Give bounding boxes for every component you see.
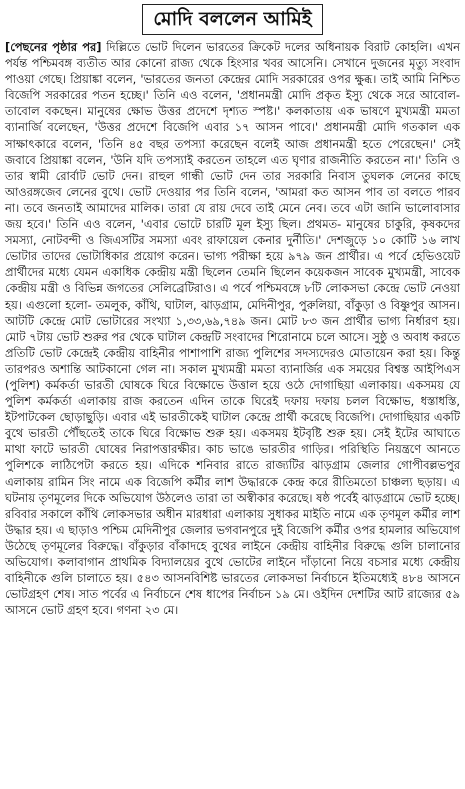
headline: মোদি বললেন আমিই xyxy=(142,4,322,35)
continued-label: [পেছনের পৃষ্ঠার পর] xyxy=(5,40,102,54)
article-text: দিল্লিতে ভোট দিলেন ভারতের ক্রিকেট দলের অধিনায়ক বিরাট কোহলি। এখন পর্যন্ত পশ্চিমবঙ্গ ব্যতীত আর কোনো রাজ্য থেকে হিংসার খবর আসেনি। সেখানে দুজনের মৃত্যু সংবাদ পাওয়া গেছে। প্রিয়াঙ্কা বলেন, 'ভারতের জনতা কেন্দ্রের মোদি সরকারের ওপর ক্ষুব্ধ। তাই আমি নিশ্চিত বিজেপি সরকারের পতন হচ্ছে।' তিনি এও বলেন, 'প্রধানমন্ত্রী মোদি প্রকৃত ইস্যু থেকে সরে আবোল-তাবোল বকছেন। মানুষের ক্ষোভ উত্তর প্রদেশে দৃশ্যত স্পষ্ট।' কলকাতায় এক ভাষণে মুখ্যমন্ত্রী মমতা ব্যানার্জি বলেছেন, 'উত্তর প্রদেশে বিজেপি এবার ১৭ আসন পাবে।' প্রধানমন্ত্রী মোদি গতকাল এক সাক্ষাৎকারে বলেন, 'তিনি ৪৫ বছর তপস্যা করেছেন বলেই আজ প্রধানমন্ত্রী হতে পেরেছেন।' সেই জবাবে প্রিয়াঙ্কা বলেন, 'উনি যদি তপস্যাই করতেন তাহলে এত ঘৃণার রাজনীতি করতেন না।' তিনি ও তার স্বামী রোর্বাট ভোট দেন। রাহুল গান্ধী ভোট দেন তার সরকারি নিবাস তুঘলক লেনের কাছে আওরঙ্গজেব লেনের বুথে। ভোট দেওয়ার পর তিনি বলেন, 'আমরা কত আসন পাব তা বলতে পারব না। তবে জনতাই আমাদের মালিক। তারা যে রায় দেবে তাই মেনে নেব। তবে এটা জানি ভালোবাসার জয় হবে।' তিনি এও বলেন, 'এবার ভোটে চারটি মূল ইস্যু ছিল। প্রথমত- মানুষের চাকুরি, কৃষকদের সমস্যা, নোটবন্দী ও জিএসটির সমস্যা এবং রাফায়েল কেনার দুর্নীতি।' দেশজুড়ে ১০ কোটি ১৬ লাখ ভোটার তাদের ভোটাধিকার প্রয়োগ করেন। ভাগ্য পরীক্ষা হয়ে ৯৭৯ জন প্রার্থীর। এ পর্বে হেভিওয়েট প্রার্থীদের মধ্যে যেমন একাধিক কেন্দ্রীয় মন্ত্রী ছিলেন তেমনি ছিলেন কয়েকজন সাবেক মুখ্যমন্ত্রী, সাবেক কেন্দ্রীয় মন্ত্রী ও বিভিন্ন জগতের সেলিব্রেটিরাও। এ পর্বে পশ্চিমবঙ্গে ৮টি লোকসভা কেন্দ্রে ভোট নেওয়া হয়। এগুলো হলো- তমলুক, কাঁথি, ঘাটাল, ঝাড়গ্রাম, মেদিনীপুর, পুরুলিয়া, বাঁকুড়া ও বিষ্ণুপুর আসন। আটটি কেন্দ্রে মোট ভোটারের সংখ্যা ১,৩৩,৬৯,৭৪৯ জন। মোট ৮৩ জন প্রার্থীর ভাগ্য নির্ধারণ হয়। মোট ৭টায় ভোট শুরুর পর থেকে ঘাটাল কেন্দ্রটি সংবাদের শিরোনামে চলে আসে। সুষ্ঠু ও অবাধ করতে প্রতিটি ভোট কেন্দ্রেই কেন্দ্রীয় বাহিনীর পাশাপাশি রাজ্য পুলিশের সদস্যদেরও মোতায়েন করা হয়। কিন্তু তারপরও অশান্তি আটকানো গেল না। সকাল মুখ্যমন্ত্রী মমতা ব্যানার্জির এক সময়ের বিশ্বস্ত আইপিএস (পুলিশ) কর্মকর্তা ভারতী ঘোষকে ঘিরে বিক্ষোভে উত্তাল হয়ে ওঠে দোগাছিয়া এলাকায়। একসময় যে পুলিশ কর্মকর্তা এলাকায় রাজ করতেন এদিন তাকে ঘিরেই দফায় দফায় চলল বিক্ষোভ, ধস্তাধস্তি, ইটপাটকেল ছোড়াছুড়ি। এবার এই ভারতীকেই ঘাটাল কেন্দ্রে প্রার্থী করেছে বিজেপি। দোগাছিয়ার একটি বুথে ভারতী পৌঁছতেই তাকে ঘিরে বিক্ষোভ শুরু হয়। একসময় ইটবৃষ্টি শুরু হয়। সেই ইটের আঘাতে মাথা ফাটে ভারতী ঘোষের নিরাপত্তারক্ষীর। কাচ ভাঙে ভারতীর গাড়ির। পরিস্থিতি নিয়ন্ত্রণে আনতে পুলিশকে লাঠিপেটা করতে হয়। এদিকে শনিবার রাতে রাজ্যটির ঝাড়গ্রাম জেলার গোপীবল্লভপুর এলাকায় রামিন সিং নামে এক বিজেপি কর্মীর লাশ উদ্ধারকে কেন্দ্র করে রীতিমতো চাঞ্চল্য ছড়ায়। এ ঘটনায় তৃণমূলের দিকে অভিযোগ উঠলেও তারা তা অস্বীকার করেছে। ষষ্ঠ পর্বেই ঝাড়গ্রামে ভোট হচ্ছে। রবিবার সকালে কাঁথি লোকসভার অধীন মারধারা এলাকায় সুধাকর মাইতি নামে এক তৃণমূল কর্মীর লাশ উদ্ধার হয়। এ ছাড়াও পশ্চিম মেদিনীপুর জেলার ভগবানপুরে দুই বিজেপি কর্মীর ওপর হামলার অভিযোগ উঠেছে তৃণমূলের বিরুদ্ধে। বাঁকুড়ার বাঁকাদহে বুথের লাইনে কেন্দ্রীয় বাহিনীর বিরুদ্ধে গুলি চালানোর অভিযোগ। কলাবাগান প্রাথমিক বিদ্যালয়ের বুথে ভোটের লাইনে দাঁড়ানো নিয়ে বচসার মধ্যে কেন্দ্রীয় বাহিনীকে গুলি চালাতে হয়। ৫৪৩ আসনবিশিষ্ট ভারতের লোকসভা নির্বাচনে ইতিমধ্যেই ৪৮৪ আসনে ভোটগ্রহণ শেষ। সাত পর্বের এ নির্বাচনে শেষ ধাপের নির্বাচন ১৯ মে। ওইদিন দেশটির আট রাজ্যের ৫৯ আসনে ভোট গ্রহণ হবে। গণনা ২৩ মে। xyxy=(5,40,461,618)
headline-wrap xyxy=(5,4,460,35)
article-body xyxy=(5,39,460,618)
